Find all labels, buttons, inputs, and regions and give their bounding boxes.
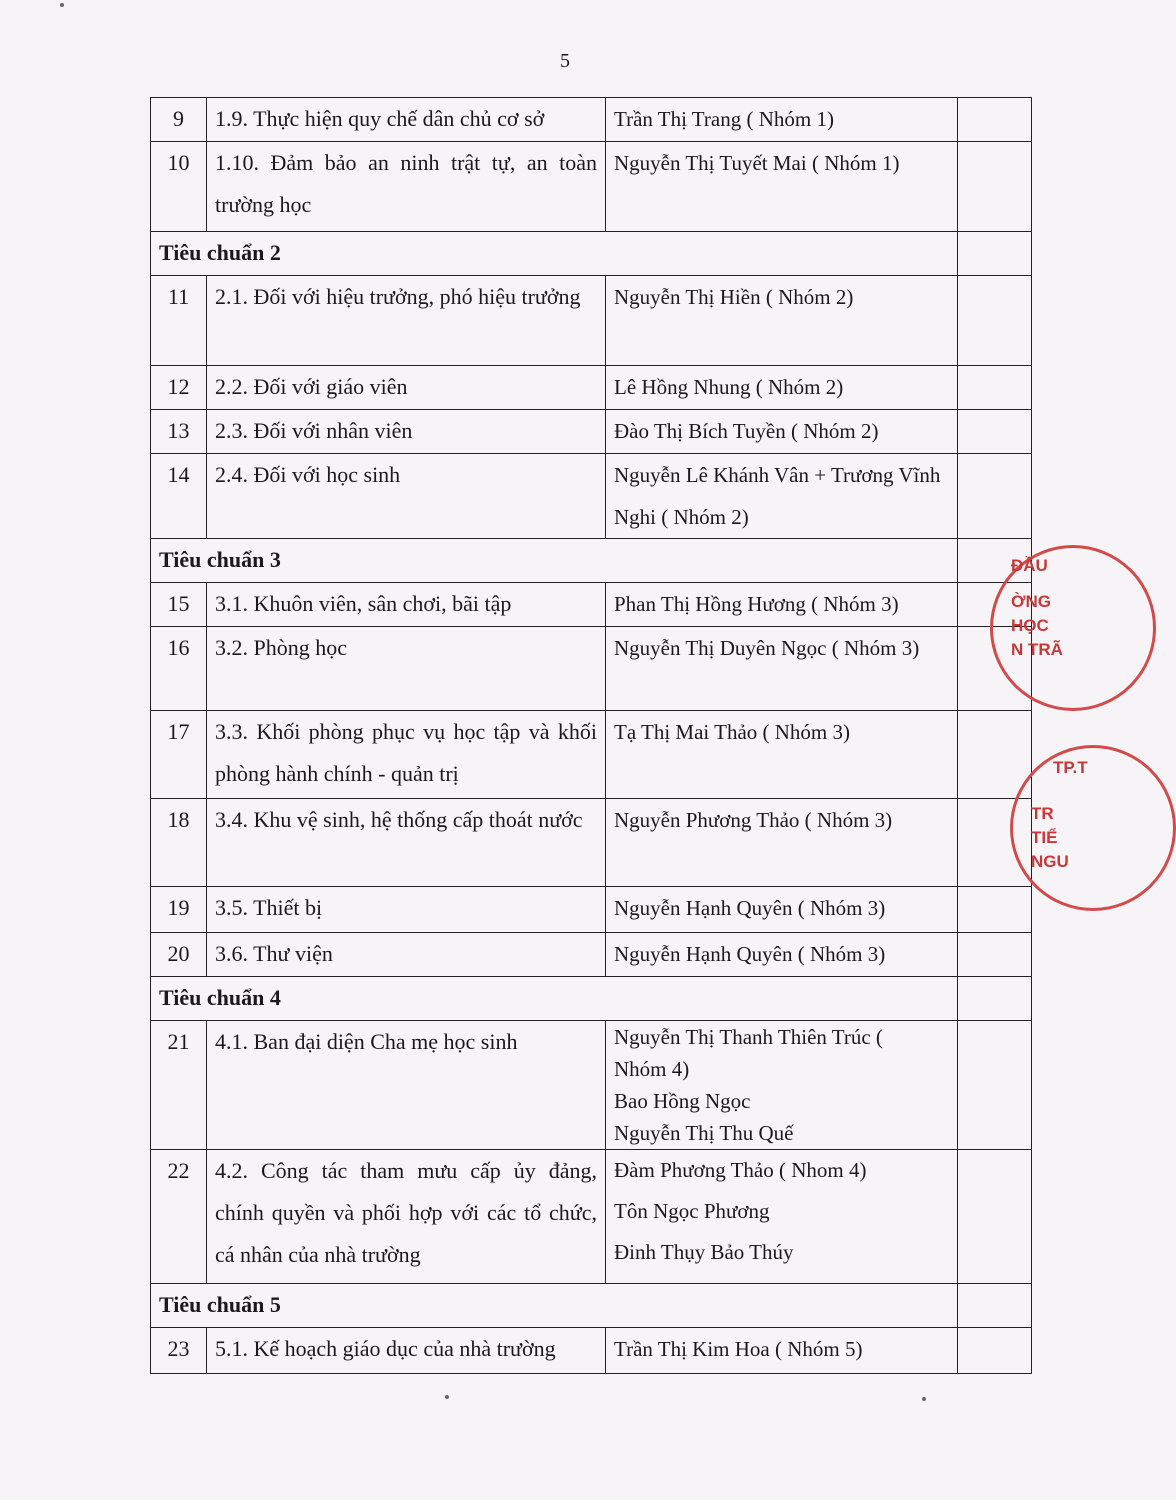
notes-cell [958, 98, 1032, 142]
criterion-cell: 3.6. Thư viện [207, 933, 606, 977]
assignment-table [150, 97, 1032, 1374]
criterion-cell: 3.3. Khối phòng phục vụ học tập và khối phòng hành chính - quản trị [207, 711, 606, 799]
row-number: 15 [151, 583, 207, 627]
assignee-cell [606, 1150, 958, 1284]
assignee-line: Tôn Ngọc Phương [614, 1199, 770, 1223]
assignee-cell: Lê Hồng Nhung ( Nhóm 2) [606, 366, 958, 410]
criterion-cell: 4.2. Công tác tham mưu cấp ủy đảng, chính quyền và phối hợp với các tổ chức, cá nhân của nhà trường [207, 1150, 606, 1284]
row-number: 22 [151, 1150, 207, 1284]
row-number: 9 [151, 98, 207, 142]
criterion-cell: 1.10. Đảm bảo an ninh trật tự, an toàn trường học [207, 142, 606, 232]
notes-cell [958, 410, 1032, 454]
notes-cell [958, 1150, 1032, 1284]
notes-cell [958, 232, 1032, 276]
section-row [151, 1284, 1032, 1328]
assignee-cell: Tạ Thị Mai Thảo ( Nhóm 3) [606, 711, 958, 799]
notes-cell [958, 366, 1032, 410]
criterion-cell: 5.1. Kế hoạch giáo dục của nhà trường [207, 1328, 606, 1374]
notes-cell [958, 887, 1032, 933]
assignee-line: Nguyễn Thị Thanh Thiên Trúc ( [614, 1025, 883, 1049]
assignee-cell: Nguyễn Lê Khánh Vân + Trương Vĩnh Nghi ( Nhóm 2) [606, 454, 958, 539]
table-row [151, 142, 1032, 232]
section-title: Tiêu chuẩn 3 [151, 539, 958, 583]
criterion-cell: 2.1. Đối với hiệu trưởng, phó hiệu trưởng [207, 276, 606, 366]
criterion-cell: 2.2. Đối với giáo viên [207, 366, 606, 410]
notes-cell [958, 1021, 1032, 1150]
row-number: 13 [151, 410, 207, 454]
row-number: 14 [151, 454, 207, 539]
assignee-cell: Phan Thị Hồng Hương ( Nhóm 3) [606, 583, 958, 627]
table-row [151, 1150, 1032, 1284]
section-row [151, 539, 1032, 583]
notes-cell [958, 933, 1032, 977]
section-row [151, 977, 1032, 1021]
table-row [151, 583, 1032, 627]
table-row [151, 887, 1032, 933]
assignee-cell: Nguyễn Phương Thảo ( Nhóm 3) [606, 799, 958, 887]
table-row [151, 933, 1032, 977]
criterion-cell: 2.4. Đối với học sinh [207, 454, 606, 539]
table-row [151, 410, 1032, 454]
scan-speck [922, 1397, 926, 1401]
row-number: 18 [151, 799, 207, 887]
assignee-line: Đinh Thụy Bảo Thúy [614, 1240, 794, 1264]
row-number: 21 [151, 1021, 207, 1150]
notes-cell [958, 1284, 1032, 1328]
table-row [151, 627, 1032, 711]
assignee-cell: Đào Thị Bích Tuyền ( Nhóm 2) [606, 410, 958, 454]
page-number: 5 [560, 50, 570, 72]
assignee-line: Nguyễn Thị Thu Quế [614, 1121, 794, 1145]
section-title: Tiêu chuẩn 5 [151, 1284, 958, 1328]
notes-cell [958, 977, 1032, 1021]
assignee-line: Nhóm 4) [614, 1057, 690, 1081]
scan-speck [60, 3, 64, 7]
table-row [151, 799, 1032, 887]
row-number: 19 [151, 887, 207, 933]
notes-cell [958, 276, 1032, 366]
assignee-cell: Nguyễn Thị Duyên Ngọc ( Nhóm 3) [606, 627, 958, 711]
criterion-cell: 4.1. Ban đại diện Cha mẹ học sinh [207, 1021, 606, 1150]
table-row [151, 454, 1032, 539]
assignee-cell: Nguyễn Thị Hiền ( Nhóm 2) [606, 276, 958, 366]
criterion-cell: 1.9. Thực hiện quy chế dân chủ cơ sở [207, 98, 606, 142]
criterion-cell: 3.2. Phòng học [207, 627, 606, 711]
criterion-cell: 3.5. Thiết bị [207, 887, 606, 933]
criterion-cell: 2.3. Đối với nhân viên [207, 410, 606, 454]
table-row [151, 366, 1032, 410]
table-row [151, 276, 1032, 366]
criterion-cell: 3.4. Khu vệ sinh, hệ thống cấp thoát nước [207, 799, 606, 887]
notes-cell [958, 454, 1032, 539]
assignee-cell: Trần Thị Kim Hoa ( Nhóm 5) [606, 1328, 958, 1374]
row-number: 23 [151, 1328, 207, 1374]
row-number: 16 [151, 627, 207, 711]
assignee-cell: Trần Thị Trang ( Nhóm 1) [606, 98, 958, 142]
table-row [151, 1328, 1032, 1374]
assignee-cell: Nguyễn Hạnh Quyên ( Nhóm 3) [606, 887, 958, 933]
assignee-cell: Nguyễn Thị Tuyết Mai ( Nhóm 1) [606, 142, 958, 232]
assignee-cell: Nguyễn Hạnh Quyên ( Nhóm 3) [606, 933, 958, 977]
notes-cell [958, 1328, 1032, 1374]
table-row [151, 1021, 1032, 1150]
notes-cell [958, 142, 1032, 232]
row-number: 10 [151, 142, 207, 232]
table-row [151, 711, 1032, 799]
criterion-cell: 3.1. Khuôn viên, sân chơi, bãi tập [207, 583, 606, 627]
section-title: Tiêu chuẩn 4 [151, 977, 958, 1021]
school-stamp-bottom: TP.T TR TIỂ NGU [1010, 745, 1176, 911]
row-number: 11 [151, 276, 207, 366]
row-number: 20 [151, 933, 207, 977]
row-number: 17 [151, 711, 207, 799]
section-title: Tiêu chuẩn 2 [151, 232, 958, 276]
assignee-line: Đàm Phương Thảo ( Nhom 4) [614, 1158, 867, 1182]
school-stamp-top: ĐẦU ỜNG HỌC N TRÃ [990, 545, 1156, 711]
table-row [151, 98, 1032, 142]
assignee-cell [606, 1021, 958, 1150]
scan-speck [445, 1395, 449, 1399]
assignee-line: Bao Hồng Ngọc [614, 1089, 751, 1113]
section-row [151, 232, 1032, 276]
row-number: 12 [151, 366, 207, 410]
